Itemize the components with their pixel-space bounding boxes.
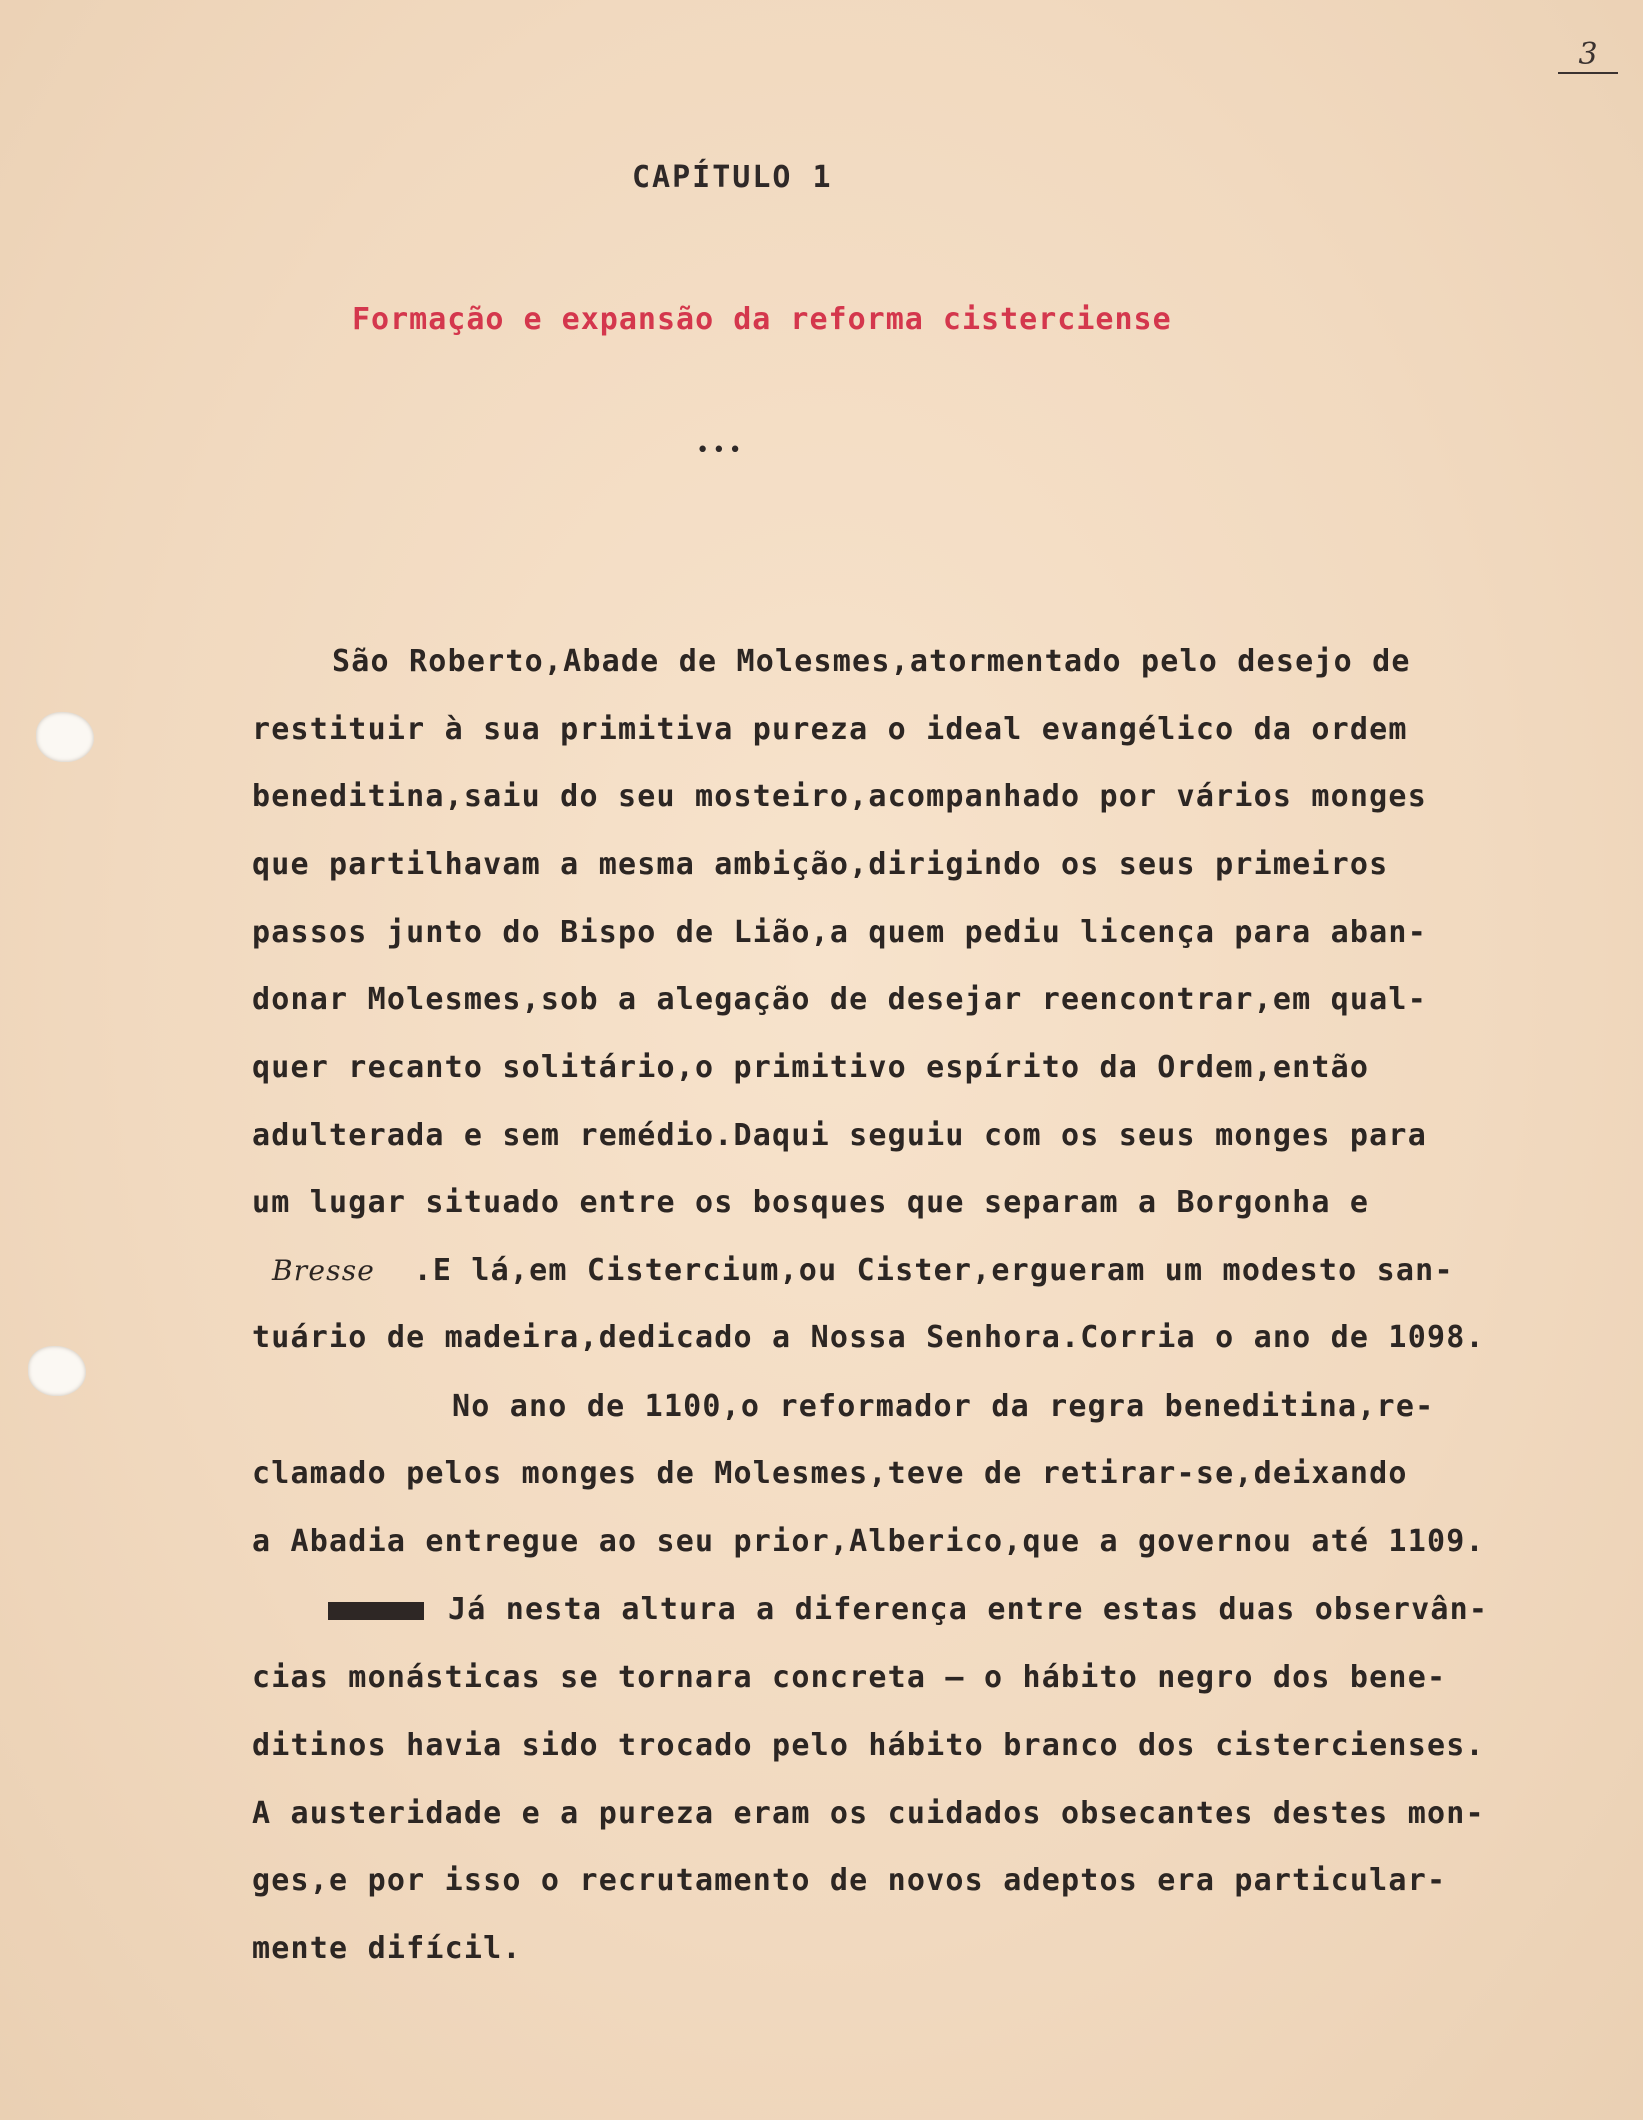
text-line: a Abadia entregue ao seu prior,Alberico,que a governou até 1109.	[252, 1524, 1485, 1559]
separator-dots: •••	[696, 438, 745, 463]
text-line: um lugar situado entre os bosques que separam a Borgonha e	[252, 1185, 1370, 1220]
struck-out-text	[328, 1602, 424, 1620]
text-line: A austeridade e a pureza eram os cuidados obsecantes destes mon-	[252, 1796, 1485, 1831]
text-line: Já nesta altura a diferença entre estas duas observân-	[448, 1592, 1489, 1627]
page-number: 3	[1558, 38, 1618, 74]
text-line: São Roberto,Abade de Molesmes,atormentado pelo desejo de	[332, 644, 1411, 679]
punch-hole-top	[36, 712, 94, 762]
text-line: restituir à sua primitiva pureza o ideal evangélico da ordem	[252, 712, 1408, 747]
text-line: passos junto do Bispo de Lião,a quem pediu licença para aban-	[252, 915, 1427, 950]
text-line-with-strike	[328, 1590, 1488, 1630]
text-line: No ano de 1100,o reformador da regra beneditina,re-	[452, 1389, 1435, 1424]
text-line: ges,e por isso o recrutamento de novos adeptos era particular-	[252, 1863, 1447, 1898]
text-line: cias monásticas se tornara concreta — o hábito negro dos bene-	[252, 1660, 1447, 1695]
chapter-subtitle: Formação e expansão da reforma cisterciense	[352, 302, 1172, 337]
text-line: donar Molesmes,sob a alegação de desejar reencontrar,em qual-	[252, 982, 1427, 1017]
handwritten-insert: Bresse	[272, 1254, 376, 1287]
text-line: ditinos havia sido trocado pelo hábito branco dos cistercienses.	[252, 1728, 1485, 1763]
text-line: clamado pelos monges de Molesmes,teve de retirar-se,deixando	[252, 1456, 1408, 1491]
chapter-title: CAPÍTULO 1	[632, 160, 833, 195]
text-line: que partilhavam a mesma ambição,dirigindo os seus primeiros	[252, 847, 1389, 882]
text-line: .E lá,em Cistercium,ou Cister,ergueram um modesto san-	[413, 1253, 1454, 1288]
punch-hole-bottom	[28, 1346, 86, 1396]
text-line: adulterada e sem remédio.Daqui seguiu com os seus monges para	[252, 1118, 1427, 1153]
text-line: mente difícil.	[252, 1931, 522, 1966]
text-line-with-insert	[272, 1251, 1454, 1291]
text-line: beneditina,saiu do seu mosteiro,acompanhado por vários monges	[252, 779, 1427, 814]
text-line: quer recanto solitário,o primitivo espírito da Ordem,então	[252, 1050, 1370, 1085]
text-line: tuário de madeira,dedicado a Nossa Senhora.Corria o ano de 1098.	[252, 1320, 1485, 1355]
